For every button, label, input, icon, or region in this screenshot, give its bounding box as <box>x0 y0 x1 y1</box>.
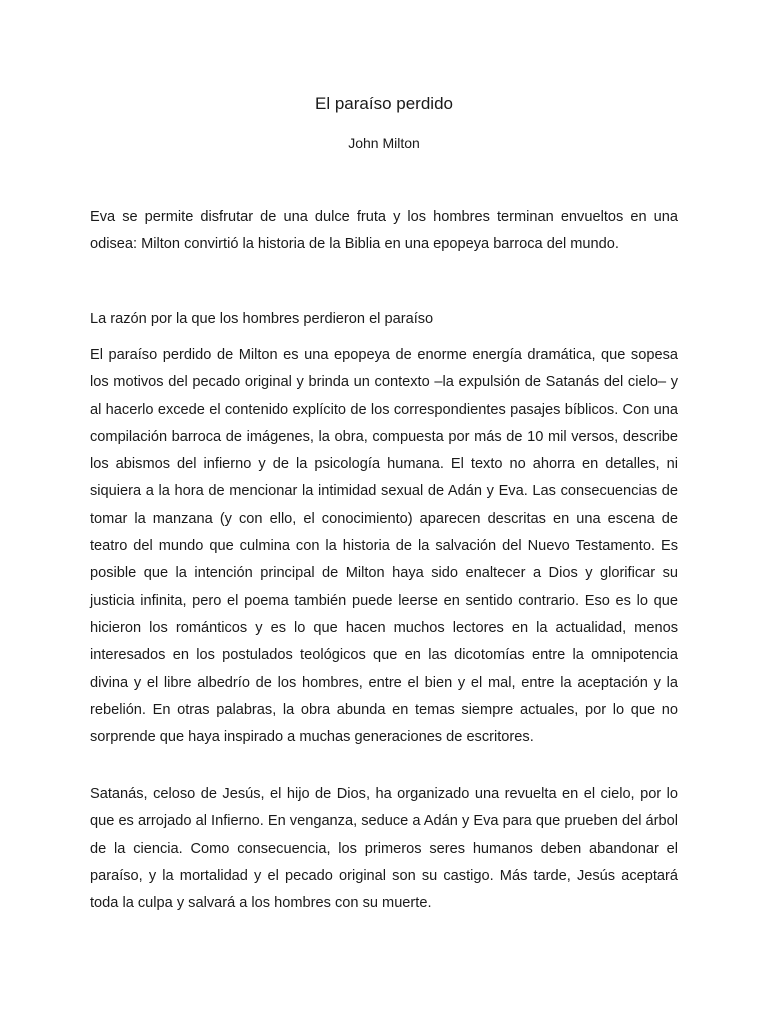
body-paragraph-1: El paraíso perdido de Milton es una epopeya de enorme energía dramática, que sopesa los motivos del pecado original y brinda un contexto –la expulsión de Satanás del cielo– y al hacerlo excede el contenido explícito de los correspondientes pasajes bíblicos. Con una compilación barroca de imágenes, la obra, compuesta por más de 10 mil versos, describe los abismos del infierno y de la psicología humana. El texto no ahorra en detalles, ni siquiera a la hora de mencionar la intimidad sexual de Adán y Eva. Las consecuencias de tomar la manzana (y con ello, el conocimiento) aparecen descritas en una escena de teatro del mundo que culmina con la historia de la salvación del Nuevo Testamento. Es posible que la intención principal de Milton haya sido enaltecer a Dios y glorificar su justicia infinita, pero el poema también puede leerse en sentido contrario. Eso es lo que hicieron los románticos y es lo que hacen muchos lectores en la actualidad, menos interesados en los postulados teológicos que en las dicotomías entre la omnipotencia divina y el libre albedrío de los hombres, entre el bien y el mal, entre la aceptación y la rebelión. En otras palabras, la obra abunda en temas siempre actuales, por lo que no sorprende que haya inspirado a muchas generaciones de escritores. <box>90 347 678 746</box>
intro-paragraph: Eva se permite disfrutar de una dulce fruta y los hombres terminan envueltos en una odisea: Milton convirtió la historia de la Biblia en una epopeya barroca del mundo. <box>90 209 678 253</box>
document-author: John Milton <box>348 135 420 151</box>
body-paragraph-2: Satanás, celoso de Jesús, el hijo de Dios, ha organizado una revuelta en el cielo, por lo que es arrojado al Infierno. En venganza, seduce a Adán y Eva para que prueben del árbol de la ciencia. Como consecuencia, los primeros seres humanos deben abandonar el paraíso, y la mortalidad y el pecado original son su castigo. Más tarde, Jesús aceptará toda la culpa y salvará a los hombres con su muerte. <box>90 786 678 912</box>
section-heading: La razón por la que los hombres perdieron el paraíso <box>90 311 434 327</box>
document-title: El paraíso perdido <box>315 94 453 113</box>
